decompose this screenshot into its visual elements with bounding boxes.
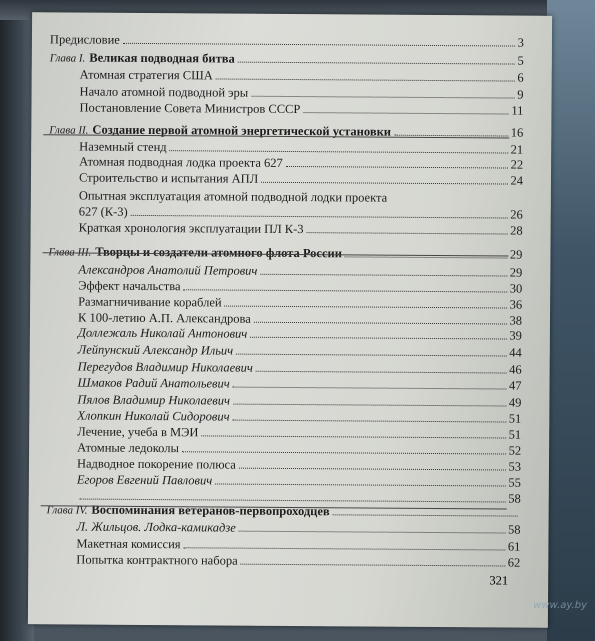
toc-entry-title: Шмаков Радий Анатольевич (77, 375, 230, 391)
toc-page-number: 22 (510, 157, 524, 172)
toc-entry-label (79, 101, 300, 118)
toc-row (78, 376, 522, 394)
toc-row (77, 393, 521, 411)
toc-entry-title: Творцы и создатели атомного флота России (95, 244, 342, 261)
dot-leader (239, 521, 505, 534)
toc-entry-label (50, 32, 120, 47)
toc-row (76, 520, 520, 538)
toc-page-number: 49 (508, 395, 522, 410)
dot-leader (236, 344, 506, 357)
toc-entry-label (80, 68, 213, 84)
chapter-number: Глава I. (49, 52, 86, 65)
toc-entry-title: Макетная комиссия (76, 536, 181, 552)
toc-entry-title: Создание первой атомной энергетической установки (92, 122, 392, 139)
toc-page-number: 30 (509, 281, 523, 296)
toc-entry-label (80, 85, 249, 101)
toc-row (77, 409, 521, 427)
toc-row (79, 221, 523, 239)
dot-leader (182, 441, 506, 454)
dot-leader (184, 279, 507, 292)
toc-entry-label (77, 473, 212, 489)
toc-entry-title: Атомная подводная лодка проекта 627 (79, 154, 283, 170)
dot-leader (345, 246, 507, 258)
toc-entry-label (79, 205, 128, 220)
toc-entry-label (78, 295, 222, 311)
toc-entry-label (77, 425, 198, 441)
toc-page-number: 36 (509, 297, 523, 312)
toc-page-number: 44 (509, 345, 522, 360)
toc-row (80, 85, 524, 103)
dot-leader (233, 394, 506, 407)
toc-row (78, 263, 522, 281)
toc-entry-title: 627 (К-3) (78, 204, 128, 219)
toc-entry-title: Атомная стратегия США (79, 67, 213, 83)
dot-leader (233, 377, 506, 390)
toc-entry-title: Попытка контрактного набора (76, 552, 238, 568)
toc-entry-label (79, 189, 387, 206)
dot-leader (239, 458, 506, 471)
toc-entry-label (77, 441, 179, 457)
dot-leader (216, 68, 515, 81)
toc-row (79, 171, 523, 189)
chapter-number: Глава II. (49, 124, 89, 137)
toc-row (78, 360, 522, 378)
toc-row (76, 537, 520, 555)
toc-entry-title: Воспоминания ветеранов-первопроходцев (91, 502, 330, 519)
toc-entry-label (49, 122, 391, 140)
toc-row (78, 343, 522, 361)
toc-entry-title: Наземный стенд (79, 139, 167, 155)
toc-entry-title: Хлопкин Николай Сидорович (77, 408, 230, 424)
toc-row (79, 155, 523, 173)
toc-row (77, 441, 521, 459)
toc-page-number: 3 (517, 35, 524, 50)
toc-entry-title: Начало атомной подводной эры (79, 84, 249, 100)
toc-entry-title: Великая подводная битва (89, 50, 235, 66)
toc-page-number: 29 (509, 247, 523, 262)
book-page (28, 12, 552, 628)
toc-entry-title: Л. Жильцов. Лодка-камикадзе (76, 519, 236, 535)
toc-entry-label (78, 360, 253, 376)
toc-entry-label (76, 520, 235, 536)
toc-row (76, 553, 520, 571)
toc-entry-title: Егоров Евгений Павлович (76, 472, 213, 488)
toc-entry-label (78, 326, 247, 342)
toc-entry-title: Лечение, учеба в МЭИ (77, 424, 199, 440)
toc-page-number: 38 (509, 313, 523, 328)
dot-leader (241, 554, 505, 567)
dot-leader (215, 473, 505, 486)
toc-entry-label (77, 409, 229, 425)
toc-entry-title: Строительство и испытания АПЛ (78, 170, 259, 186)
dot-leader (251, 86, 514, 99)
dot-leader (201, 425, 505, 438)
toc-entry-title: Лейпунский Александр Ильич (77, 342, 234, 358)
dot-leader (123, 33, 515, 47)
toc-chapter-row (50, 50, 524, 69)
toc-entry-title: К 100-летию А.П. Александрова (77, 310, 251, 326)
toc-page-number: 58 (507, 522, 521, 537)
toc-entry-title: Александров Анатолий Петрович (78, 262, 258, 278)
toc-entry-label (79, 171, 258, 187)
toc-entry-label (78, 279, 180, 295)
dot-leader (261, 172, 507, 185)
toc-row (78, 326, 522, 344)
dot-leader (333, 504, 518, 516)
toc-page-number: 62 (507, 555, 521, 570)
dot-leader (254, 312, 507, 325)
toc-chapter-row (49, 122, 523, 141)
toc-entry-label (79, 140, 167, 156)
dot-leader (286, 156, 508, 169)
toc-row (78, 295, 522, 313)
toc-page-number: 39 (509, 328, 522, 343)
toc-page-number: 58 (508, 491, 521, 506)
toc-entry-title: Опытная эксплуатация атомной подводной лодки проекта (78, 188, 388, 205)
toc-page-number: 29 (509, 265, 523, 280)
dot-leader (250, 327, 506, 340)
toc-row (77, 457, 521, 475)
toc-entry-label (78, 376, 230, 392)
table-of-contents (28, 12, 552, 628)
toc-entry-label (78, 343, 233, 359)
dot-leader (303, 102, 508, 114)
dot-leader (238, 52, 515, 65)
toc-entry-title: Предисловие (49, 32, 120, 47)
dot-leader (256, 361, 506, 374)
dot-leader (80, 489, 506, 503)
toc-row (50, 32, 524, 50)
toc-row (77, 473, 521, 491)
chapter-number: Глава III. (48, 246, 92, 259)
toc-row (80, 68, 524, 86)
dot-leader (307, 222, 508, 234)
dot-leader (394, 125, 508, 137)
toc-page-number: 46 (509, 362, 522, 377)
watermark: www.ay.by (533, 600, 587, 611)
toc-row (79, 205, 523, 223)
toc-entry-label (79, 221, 304, 238)
toc-entry-title: Атомные ледоколы (77, 440, 179, 456)
toc-entry-label (76, 553, 237, 569)
dot-leader (131, 205, 508, 219)
toc-page-number: 53 (508, 459, 522, 474)
toc-entry-label (79, 155, 283, 171)
toc-entry-title: Эффект начальства (78, 278, 181, 294)
dot-leader (184, 537, 505, 550)
toc-entry-label (78, 263, 257, 279)
toc-entry-title: Надводное покорение полюса (76, 456, 236, 472)
toc-row (78, 279, 522, 297)
toc-page-number: 61 (507, 539, 521, 554)
background-right (547, 0, 595, 641)
toc-entry-title: Постановление Совета Министров СССР (79, 100, 301, 117)
toc-page-number: 16 (510, 125, 524, 140)
toc-page-number: 21 (510, 142, 524, 157)
toc-row (79, 101, 523, 119)
dot-leader (233, 410, 506, 423)
dot-leader (170, 140, 508, 153)
toc-page-number: 11 (511, 103, 524, 118)
toc-entry-title: Краткая хронология эксплуатации ПЛ К-3 (78, 220, 304, 237)
toc-row (77, 425, 521, 443)
dot-leader (225, 296, 507, 309)
toc-page-number: 52 (508, 443, 522, 458)
toc-entry-label (76, 537, 180, 553)
toc-page-number: 6 (517, 70, 524, 85)
chapter-number: Глава IV. (46, 504, 88, 517)
toc-page-number: 24 (510, 173, 524, 188)
toc-entry-title: Размагничивание кораблей (78, 294, 222, 310)
toc-page-number: 47 (508, 378, 522, 393)
toc-page-number: 5 (517, 53, 524, 68)
toc-page-number: 26 (510, 207, 523, 222)
toc-entry-label (77, 393, 230, 409)
page-number: 321 (489, 573, 509, 588)
toc-page-number: 51 (508, 411, 522, 426)
toc-entry-label (50, 50, 235, 67)
toc-row (79, 189, 523, 207)
toc-page-number: 51 (508, 427, 522, 442)
toc-page-number: 9 (517, 87, 524, 102)
toc-page-number: 55 (508, 475, 521, 490)
toc-entry-label (77, 457, 236, 473)
toc-entry-title: Пялов Владимир Николаевич (77, 392, 231, 408)
toc-entry-title: Доллежаль Николай Антонович (77, 325, 248, 341)
toc-entry-title: Перегудов Владимир Николаевич (77, 359, 253, 375)
toc-entry-label (78, 311, 251, 327)
toc-page-number: 28 (510, 223, 523, 238)
dot-leader (260, 264, 506, 277)
